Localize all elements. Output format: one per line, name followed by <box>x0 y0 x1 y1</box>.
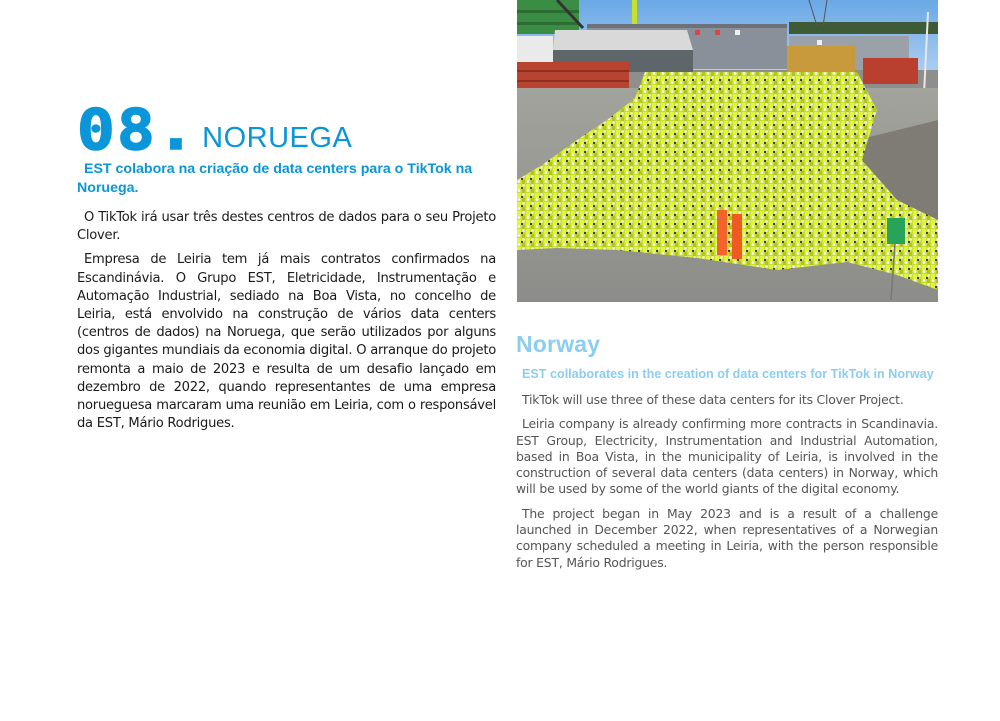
pt-body <box>77 209 496 433</box>
pt-subtitle: EST colabora na criação de data centers para o TikTok na Noruega. <box>77 161 473 196</box>
portuguese-article <box>77 100 496 439</box>
en-title: Norway <box>516 331 601 357</box>
section-title: NORUEGA <box>202 122 353 154</box>
en-paragraph: The project began in May 2023 and is a result of a challenge launched in December 2022, when representatives of a Norwegian company scheduled a meeting in Leiria, with the person responsible for EST, Mário Rodrigues. <box>516 505 938 570</box>
group-photo <box>517 0 938 302</box>
construction-workers-photo-icon <box>517 0 938 302</box>
english-article <box>516 330 938 579</box>
pt-paragraph: Empresa de Leiria tem já mais contratos confirmados na Escandinávia. O Grupo EST, Eletricidade, Instrumentação e Automação Industrial, sediado na Boa Vista, no concelho de Leiria, está envolvido na construção de vários data centers (centros de dados) na Noruega, que serão utilizados por alguns dos gigantes mundiais da economia digital. O arranque do projeto remonta a maio de 2023 e resulta de um desafio lançado em dezembro de 2022, quando representantes de uma empresa norueguesa marcaram uma reunião em Leiria, com o responsável da EST, Mário Rodrigues. <box>77 252 496 432</box>
section-number: 08. <box>77 98 198 163</box>
en-paragraph: TikTok will use three of these data centers for its Clover Project. <box>522 392 904 407</box>
section-heading <box>77 98 496 163</box>
en-subtitle: EST collaborates in the creation of data centers for TikTok in Norway <box>522 367 934 381</box>
en-body <box>516 392 938 571</box>
pt-paragraph: O TikTok irá usar três destes centros de dados para o seu Projeto Clover. <box>77 210 496 244</box>
en-paragraph: Leiria company is already confirming more contracts in Scandinavia. EST Group, Electricity, Instrumentation and Industrial Automation, based in Boa Vista, in the municipality of Leiria, is involved in the construction of several data centers (data centers) in Norway, which will be used by some of the world giants of the digital economy. <box>516 416 938 497</box>
